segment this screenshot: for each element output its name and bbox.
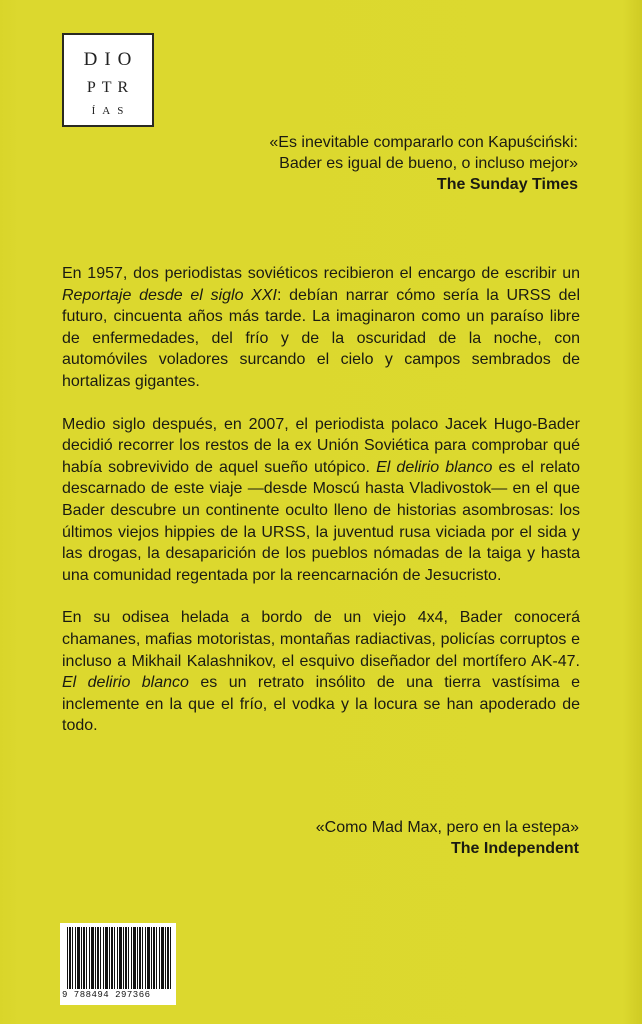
- publisher-logo: [62, 33, 154, 127]
- logo-line-1: DIO: [83, 49, 139, 70]
- barcode-bars: [67, 927, 171, 989]
- book-title-italic: El delirio blanco: [62, 674, 189, 692]
- logo-line-3: ÍAS: [91, 105, 131, 117]
- book-title-italic: El delirio blanco: [376, 458, 493, 476]
- book-title-italic: Reportaje desde el siglo XXI: [62, 286, 277, 304]
- quote-line: «Es inevitable compararlo con Kapuściński:: [269, 134, 578, 151]
- isbn-digits: 9 788494 297366: [62, 990, 151, 1000]
- review-quote-top: [78, 132, 578, 195]
- quote-line: «Como Mad Max, pero en la estepa»: [315, 819, 579, 836]
- quote-line: Bader es igual de bueno, o incluso mejor»: [279, 155, 578, 172]
- quote-source: The Independent: [451, 840, 579, 857]
- synopsis-paragraph-2: [62, 414, 580, 587]
- text-run: es un retrato insólito de una tierra vastísima e inclemente en la que el frío, el vodka y la locura se han apoderado de todo.: [62, 674, 580, 735]
- review-quote-bottom: [79, 817, 579, 859]
- isbn-barcode: [60, 923, 176, 1005]
- text-run: Medio siglo después, en 2007, el periodista polaco Jacek Hugo-Bader decidió recorrer los restos de la ex Unión Soviética para comprobar qué había sobrevivido de aquel sueño utópico.: [62, 415, 580, 476]
- text-run: : debían narrar cómo sería la URSS del futuro, cincuenta años más tarde. La imaginaron como un paraíso libre de enfermedades, del frío y de la oscuridad de la noche, con automóviles voladores surcando el cielo y campos sembrados de hortalizas gigantes.: [62, 286, 580, 390]
- logo-line-2: PTR: [86, 79, 135, 96]
- quote-source: The Sunday Times: [436, 176, 578, 193]
- text-run: es el relato descarnado de este viaje —desde Moscú hasta Vladivostok— en el que Bader descubre un continente oculto lleno de historias asombrosas: los últimos viejos hippies de la URSS, la juventud rusa viciada por el sida y las drogas, la desaparición de los pueblos nómadas de la taiga y hasta una comunidad regentada por la reencarnación de Jesucristo.: [62, 458, 581, 584]
- synopsis: [62, 263, 580, 758]
- text-run: En su odisea helada a bordo de un viejo 4x4, Bader conocerá chamanes, mafias motoristas, montañas radiactivas, policías corruptos e incluso a Mikhail Kalashnikov, el esquivo diseñador del mortífero AK-47.: [62, 609, 580, 670]
- synopsis-paragraph-1: [62, 263, 580, 393]
- synopsis-paragraph-3: [62, 607, 580, 737]
- text-run: En 1957, dos periodistas soviéticos recibieron el encargo de escribir un: [62, 265, 580, 282]
